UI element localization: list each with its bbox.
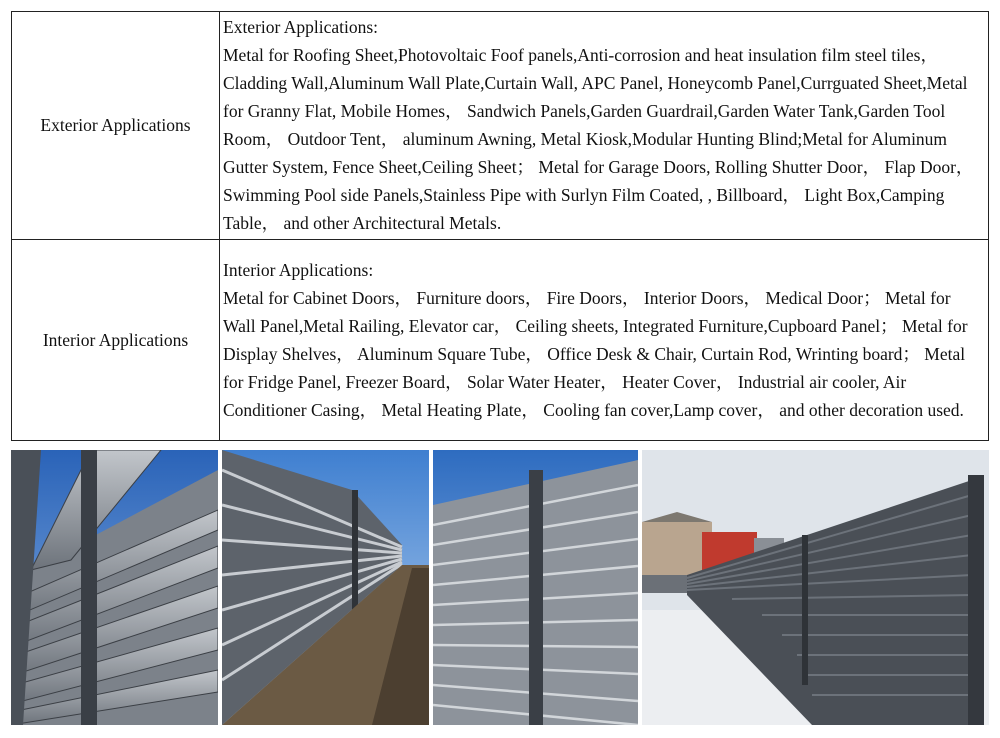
table-row — [12, 240, 989, 441]
applications-table — [11, 11, 989, 441]
row-heading: Interior Applications: — [223, 259, 374, 280]
row-label: Interior Applications — [12, 240, 220, 441]
row-content — [220, 240, 989, 441]
row-content — [220, 12, 989, 240]
photo-strip — [11, 450, 989, 725]
row-text: Metal for Cabinet Doors， Furniture doors， Fire Doors， Interior Doors， Medical Door； Metal for Wall Panel,Metal Railing, Elevator car， Ceiling sheets, Integrated Furniture,Cupboard Panel； Metal for Display Shelves， Aluminum Square Tube， Office Desk & Chair, Curtain Rod, Wrinting board； Metal for Fridge Panel, Freezer Board， Solar Water Heater， Heater Cover， Industrial air cooler, Air Conditioner Casing， Metal Heating Plate， Cooling fan cover,Lamp cover， and other decoration used. — [223, 287, 968, 420]
row-text: Metal for Roofing Sheet,Photovoltaic Foof panels,Anti-corrosion and heat insulation film steel tiles， Cladding Wall,Aluminum Wall Plate,Curtain Wall, APC Panel, Honeycomb Panel,Currguated Sheet,Metal for Granny Flat, Mobile Homes， Sandwich Panels,Garden Guardrail,Garden Water Tank,Garden Tool Room， Outdoor Tent， aluminum Awning, Metal Kiosk,Modular Hunting Blind;Metal for Aluminum Gutter System, Fence Sheet,Ceiling Sheet； Metal for Garage Doors, Rolling Shutter Door， Flap Door， Swimming Pool side Panels,Stainless Pipe with Surlyn Film Coated, , Billboard， Light Box,Camping Table， and other Architectural Metals. — [223, 45, 974, 233]
table-row — [12, 12, 989, 240]
fence-photo-snow — [642, 450, 989, 725]
fence-photo-closeup — [11, 450, 218, 725]
row-label: Exterior Applications — [12, 12, 220, 240]
fence-photo-path — [222, 450, 429, 725]
row-heading: Exterior Applications: — [223, 17, 379, 37]
fence-photo-panels — [433, 450, 638, 725]
